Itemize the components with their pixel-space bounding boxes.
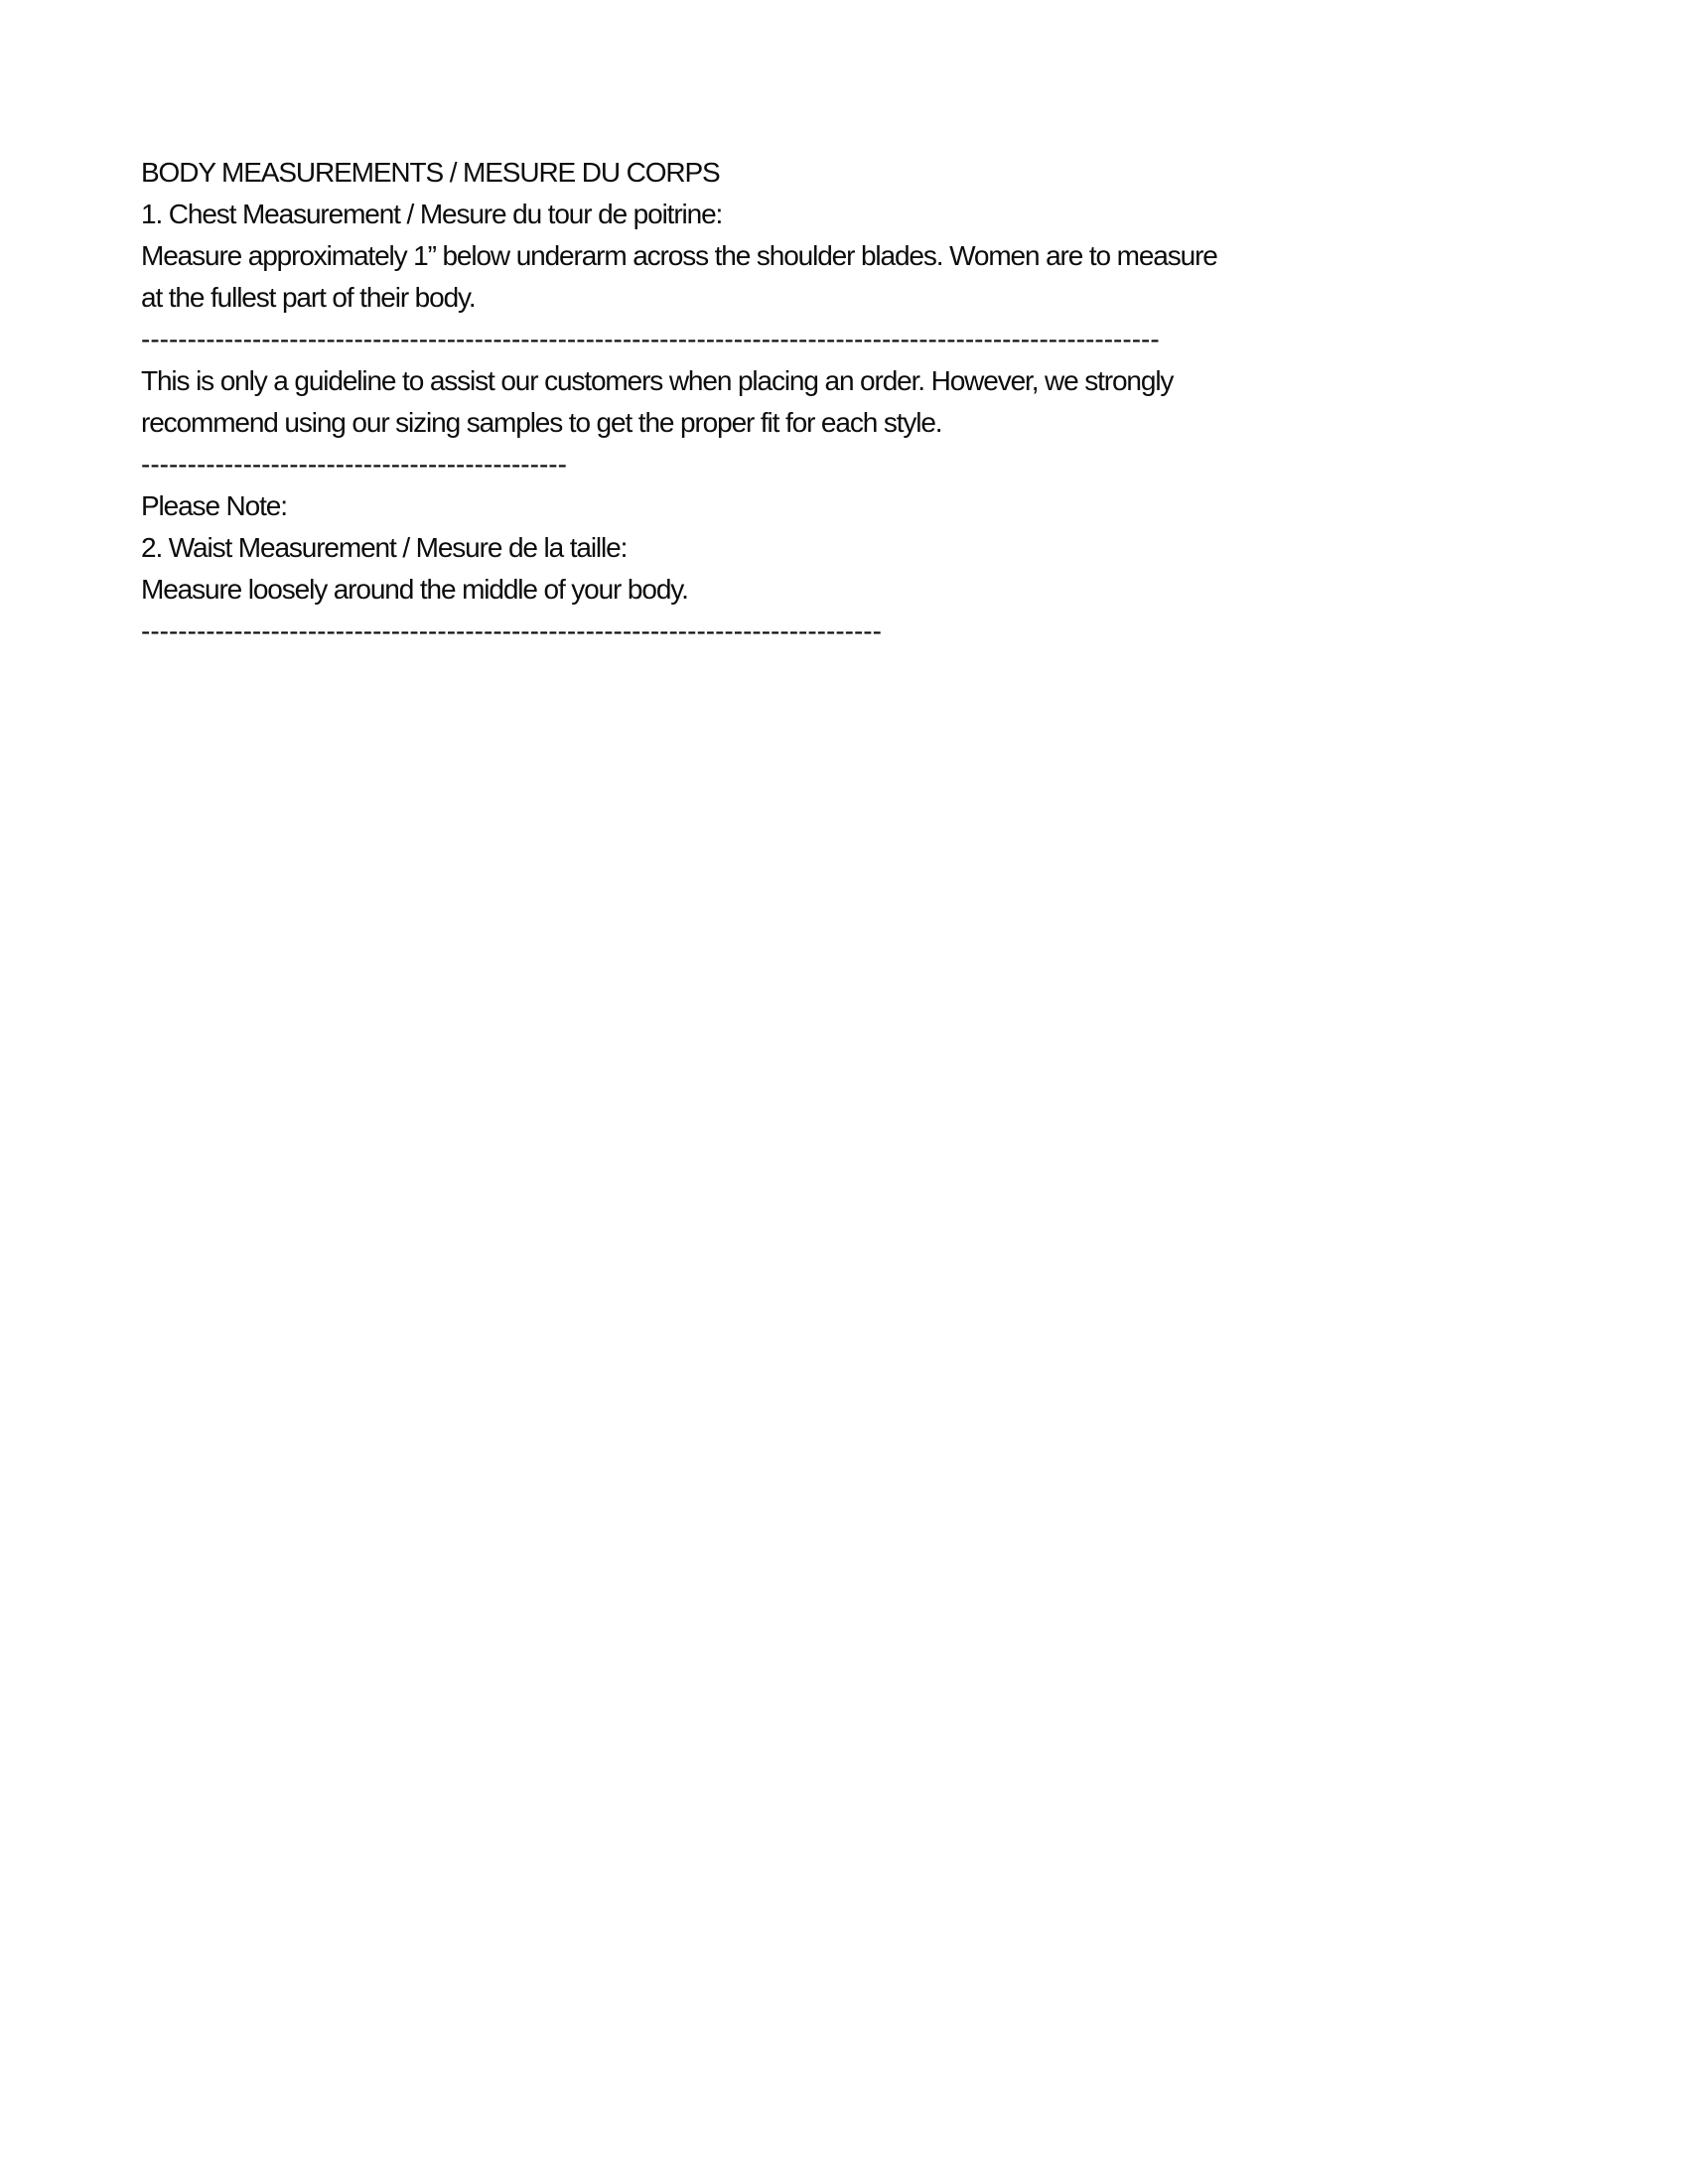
section-1-heading: 1. Chest Measurement / Mesure du tour de poitrine: [141,199,723,229]
document-title: BODY MEASUREMENTS / MESURE DU CORPS [141,157,720,188]
section-1-body-line-2: at the fullest part of their body. [141,282,476,313]
guideline-note-line-2: recommend using our sizing samples to get the proper fit for each style. [141,407,942,438]
section-2-heading: 2. Waist Measurement / Mesure de la taille: [141,532,628,563]
dashed-separator-3: -------------------------------------------------------------------------------- [141,615,882,646]
dashed-separator-1: -------------------------------------------------------------------------------------------------------------- [141,324,1160,354]
section-2-body-line-1: Measure loosely around the middle of your body. [141,574,688,605]
document-text-block [141,152,1313,652]
guideline-note-line-1: This is only a guideline to assist our customers when placing an order. However, we strongly [141,365,1174,396]
please-note-label: Please Note: [141,490,287,521]
section-1-body-line-1: Measure approximately 1” below underarm across the shoulder blades. Women are to measure [141,240,1217,271]
dashed-separator-2: ---------------------------------------------- [141,449,567,479]
